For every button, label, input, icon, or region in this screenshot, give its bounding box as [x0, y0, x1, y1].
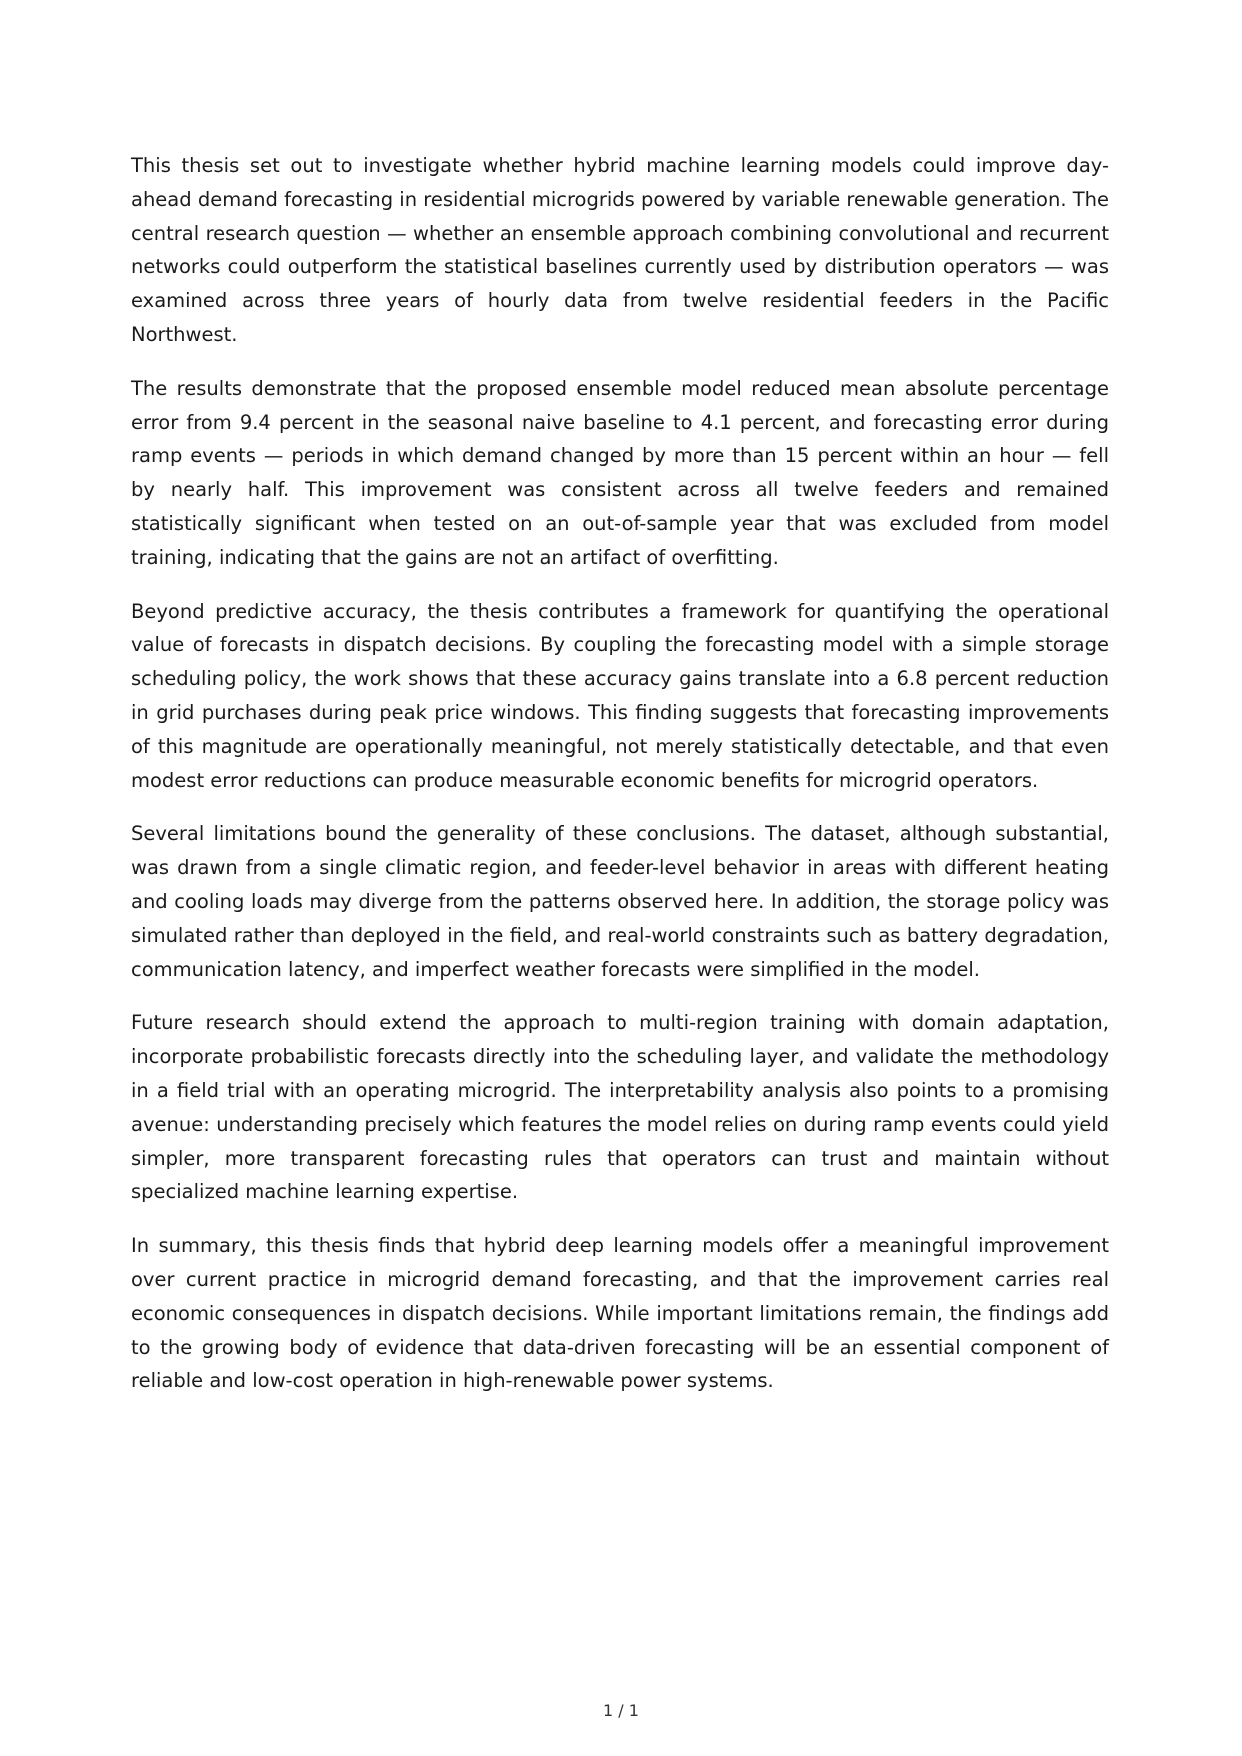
- paragraph-2: The results demonstrate that the proposed ensemble model reduced mean absolute percentage error from 9.4 percent in the seasonal naive baseline to 4.1 percent, and forecasting error during ramp events — periods in which demand changed by more than 15 percent within an hour — fell by nearly half. This improvement was consistent across all twelve feeders and remained statistically significant when tested on an out-of-sample year that was excluded from model training, indicating that the gains are not an artifact of overfitting.: [131, 376, 1109, 569]
- paragraph-4: Several limitations bound the generality of these conclusions. The dataset, although substantial, was drawn from a single climatic region, and feeder-level behavior in areas with different heating and cooling loads may diverge from the patterns observed here. In addition, the storage policy was simulated rather than deployed in the field, and real-world constraints such as battery degradation, communication latency, and imperfect weather forecasts were simplified in the model.: [131, 822, 1109, 981]
- page-number: 1 / 1: [603, 1701, 639, 1720]
- paragraph-1: This thesis set out to investigate whether hybrid machine learning models could improve day-ahead demand forecasting in residential microgrids powered by variable renewable generation. The central research question — whether an ensemble approach combining convolutional and recurrent networks could outperform the statistical baselines currently used by distribution operators — was examined across three years of hourly data from twelve residential feeders in the Pacific Northwest.: [131, 154, 1109, 346]
- paragraph-3: Beyond predictive accuracy, the thesis contributes a framework for quantifying the operational value of forecasts in dispatch decisions. By coupling the forecasting model with a simple storage scheduling policy, the work shows that these accuracy gains translate into a 6.8 percent reduction in grid purchases during peak price windows. This finding suggests that forecasting improvements of this magnitude are operationally meaningful, not merely statistically detectable, and that even modest error reductions can produce measurable economic benefits for microgrid operators.: [131, 599, 1109, 792]
- document-body: [131, 149, 1109, 1418]
- paragraph-5: Future research should extend the approach to multi-region training with domain adaptation, incorporate probabilistic forecasts directly into the scheduling layer, and validate the methodology in a field trial with an operating microgrid. The interpretability analysis also points to a promising avenue: understanding precisely which features the model relies on during ramp events could yield simpler, more transparent forecasting rules that operators can trust and maintain without specialized machine learning expertise.: [131, 1011, 1109, 1204]
- paragraph-6: In summary, this thesis finds that hybrid deep learning models offer a meaningful improvement over current practice in microgrid demand forecasting, and that the improvement carries real economic consequences in dispatch decisions. While important limitations remain, the findings add to the growing body of evidence that data-driven forecasting will be an essential component of reliable and low-cost operation in high-renewable power systems.: [131, 1234, 1109, 1393]
